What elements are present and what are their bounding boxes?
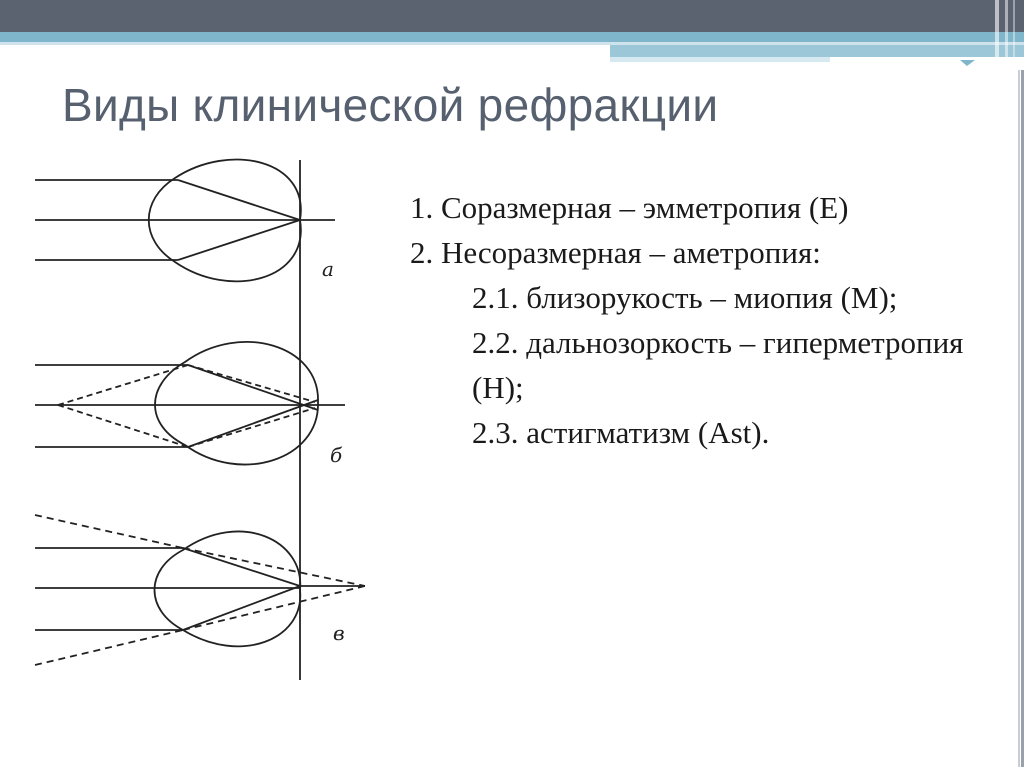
list-item-myopia: 2.1. близорукость – миопия (M);: [472, 280, 898, 315]
eye-emmetropia: [35, 160, 335, 282]
label-b: б: [330, 443, 343, 467]
eye-myopia: [35, 342, 345, 465]
refraction-types-list: [410, 185, 1010, 455]
list-item-astigmatism: 2.3. астигматизм (Ast).: [472, 415, 770, 450]
label-a: a: [322, 257, 334, 281]
list-item-hyperopia: 2.2. дальнозоркость – гиперметропия (H);: [472, 325, 964, 405]
list-item-emmetropia: 1. Соразмерная – эмметропия (E): [410, 190, 849, 225]
label-v: в: [333, 621, 345, 645]
refraction-diagram: [0, 140, 380, 680]
slide-title: Виды клинической рефракции: [62, 79, 719, 131]
top-decor-bar: [0, 0, 1024, 70]
eye-hyperopia: [35, 515, 365, 665]
list-item-ametropia: 2. Несоразмерная – аметропия:: [410, 235, 821, 270]
